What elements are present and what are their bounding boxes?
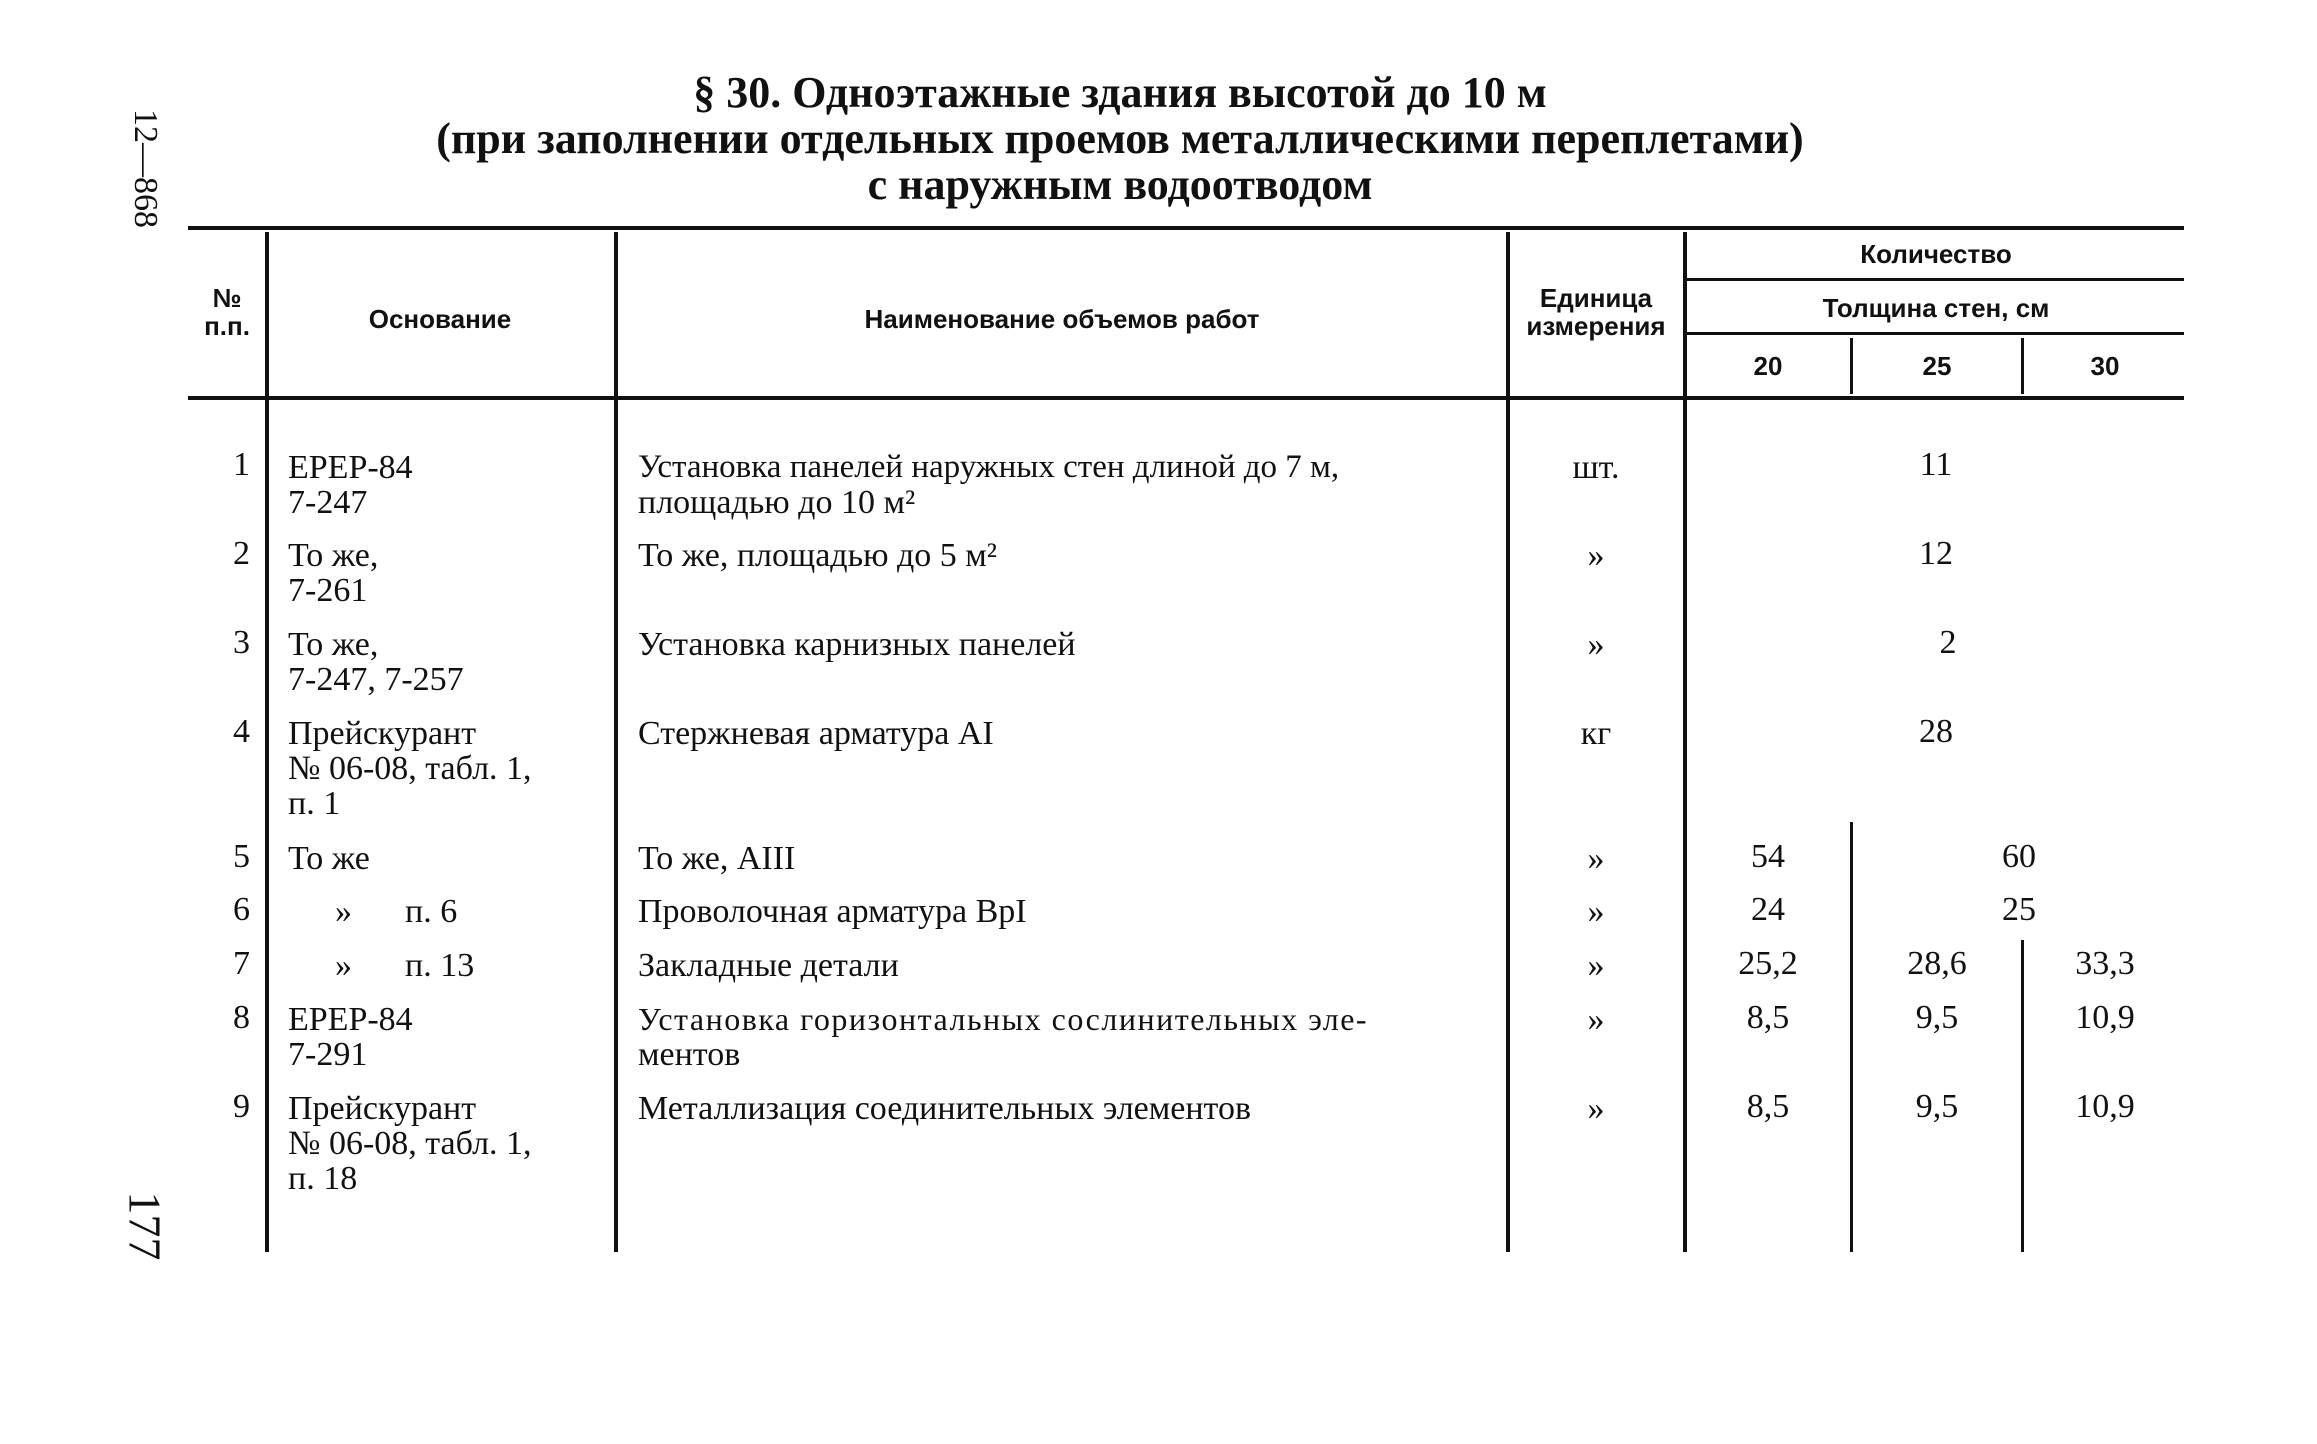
row-6-name-l1: Проволочная арматура BpI <box>638 893 1027 930</box>
row-7-val-20: 25,2 <box>1738 945 1798 982</box>
row-1-num: 1 <box>233 446 250 483</box>
row-1-basis-l2: 7-247 <box>288 484 368 521</box>
row-8-basis-l1: ЕРЕР-84 <box>288 1001 413 1038</box>
row-9-val-30: 10,9 <box>2075 1088 2135 1125</box>
row-3-quantity: 2 <box>1939 624 1957 661</box>
row-8-basis-l2: 7-291 <box>288 1036 368 1073</box>
row-5-num: 5 <box>233 838 250 875</box>
row-4-quantity: 28 <box>1919 713 1953 750</box>
row-6-val-25-30: 25 <box>2002 891 2036 928</box>
row-7-num: 7 <box>233 945 250 982</box>
page-number: 177 <box>119 1191 171 1261</box>
row-2-quantity: 12 <box>1919 535 1953 572</box>
col-divider-4 <box>1683 232 1687 1252</box>
header-num-line2: п.п. <box>204 311 250 341</box>
row-3-basis-l1: То же, <box>288 626 379 663</box>
row-9-unit: » <box>1587 1090 1605 1127</box>
header-num <box>192 284 262 340</box>
row-6-unit: » <box>1587 893 1605 930</box>
col-divider-2 <box>614 232 618 1252</box>
row-9-basis-l3: п. 18 <box>288 1160 358 1197</box>
row-3-unit: » <box>1587 626 1605 663</box>
row-4-name-l1: Стержневая арматура AI <box>638 715 994 752</box>
row-4-unit: кг <box>1580 715 1612 752</box>
row-8-name-l2: ментов <box>638 1036 741 1073</box>
row-4-basis-l1: Прейскурант <box>288 715 477 752</box>
section-title-line3: с наружным водоотводом <box>867 160 1373 209</box>
thickness-rule <box>1685 332 2184 335</box>
row-9-val-25: 9,5 <box>1915 1088 1959 1125</box>
row-2-basis-l1: То же, <box>288 537 379 574</box>
row-7-unit: » <box>1587 947 1605 984</box>
row-4-basis-l3: п. 1 <box>288 785 341 822</box>
row-2-basis-l2: 7-261 <box>288 572 368 609</box>
table-top-rule <box>188 226 2184 230</box>
row-1-name-l2: площадью до 10 м² <box>638 484 916 521</box>
sub-divider-25-body <box>1850 822 1853 1252</box>
row-9-basis-l1: Прейскурант <box>288 1090 477 1127</box>
row-5-val-20: 54 <box>1751 838 1785 875</box>
sub-divider-30-body <box>2021 940 2024 1252</box>
row-1-basis-l1: ЕРЕР-84 <box>288 449 413 486</box>
row-2-name-l1: То же, площадью до 5 м² <box>638 537 997 574</box>
row-3-name-l1: Установка карнизных панелей <box>638 626 1076 663</box>
header-thickness: Толщина стен, см <box>1822 293 2050 323</box>
header-name: Наименование объемов работ <box>864 304 1260 334</box>
row-1-quantity: 11 <box>1919 446 1953 483</box>
row-2-num: 2 <box>233 535 250 572</box>
row-9-name-l1: Металлизация соединительных элементов <box>638 1090 1252 1127</box>
header-unit-line2: измерения <box>1526 311 1666 341</box>
section-title-line2: (при заполнении отдельных проемов металлическими переплетами) <box>436 114 1804 163</box>
sub-divider-30-header <box>2021 338 2024 394</box>
header-unit <box>1510 284 1682 340</box>
header-col-25: 25 <box>1922 351 1952 381</box>
row-7-name-l1: Закладные детали <box>638 947 899 984</box>
row-3-num: 3 <box>233 624 250 661</box>
row-5-basis-l1: То же <box>288 840 370 877</box>
row-7-val-25: 28,6 <box>1907 945 1967 982</box>
row-2-unit: » <box>1587 537 1605 574</box>
header-bottom-rule <box>188 396 2184 400</box>
row-8-val-25: 9,5 <box>1915 999 1959 1036</box>
row-5-name-l1: То же, AIII <box>638 840 796 877</box>
row-1-name-l1: Установка панелей наружных стен длиной до 7 м, <box>638 449 1340 485</box>
row-7-basis-mark: » <box>335 947 352 984</box>
header-unit-line1: Единица <box>1539 283 1653 313</box>
section-title-line1: § 30. Одноэтажные здания высотой до 10 м <box>693 68 1547 117</box>
row-7-val-30: 33,3 <box>2075 945 2135 982</box>
sheet-code: 12—868 <box>127 109 164 228</box>
row-8-unit: » <box>1587 1001 1605 1038</box>
row-8-val-20: 8,5 <box>1746 999 1790 1036</box>
header-col-20: 20 <box>1753 351 1783 381</box>
row-8-val-30: 10,9 <box>2075 999 2135 1036</box>
row-9-num: 9 <box>233 1088 250 1125</box>
row-8-name-l1: Установка горизонтальных сослинительных эле- <box>638 1001 1369 1037</box>
header-col-30: 30 <box>2090 351 2120 381</box>
row-9-val-20: 8,5 <box>1746 1088 1790 1125</box>
row-6-basis-mark: » <box>335 893 352 930</box>
row-4-num: 4 <box>233 713 250 750</box>
row-6-basis-tail: п. 6 <box>405 893 458 930</box>
sub-divider-25-header <box>1850 338 1853 394</box>
header-quantity: Количество <box>1860 239 2012 269</box>
row-9-basis-l2: № 06-08, табл. 1, <box>288 1125 532 1162</box>
row-5-unit: » <box>1587 840 1605 877</box>
header-num-line1: № <box>212 283 242 313</box>
row-6-val-20: 24 <box>1751 891 1785 928</box>
row-6-num: 6 <box>233 891 250 928</box>
col-divider-1 <box>265 232 269 1252</box>
row-7-basis-tail: п. 13 <box>405 947 475 984</box>
row-3-basis-l2: 7-247, 7-257 <box>288 661 464 698</box>
row-4-basis-l2: № 06-08, табл. 1, <box>288 750 532 787</box>
row-5-val-25-30: 60 <box>2002 838 2036 875</box>
quantity-rule <box>1685 278 2184 281</box>
row-1-unit: шт. <box>1572 449 1620 486</box>
row-8-num: 8 <box>233 999 250 1036</box>
header-basis: Основание <box>368 304 512 334</box>
